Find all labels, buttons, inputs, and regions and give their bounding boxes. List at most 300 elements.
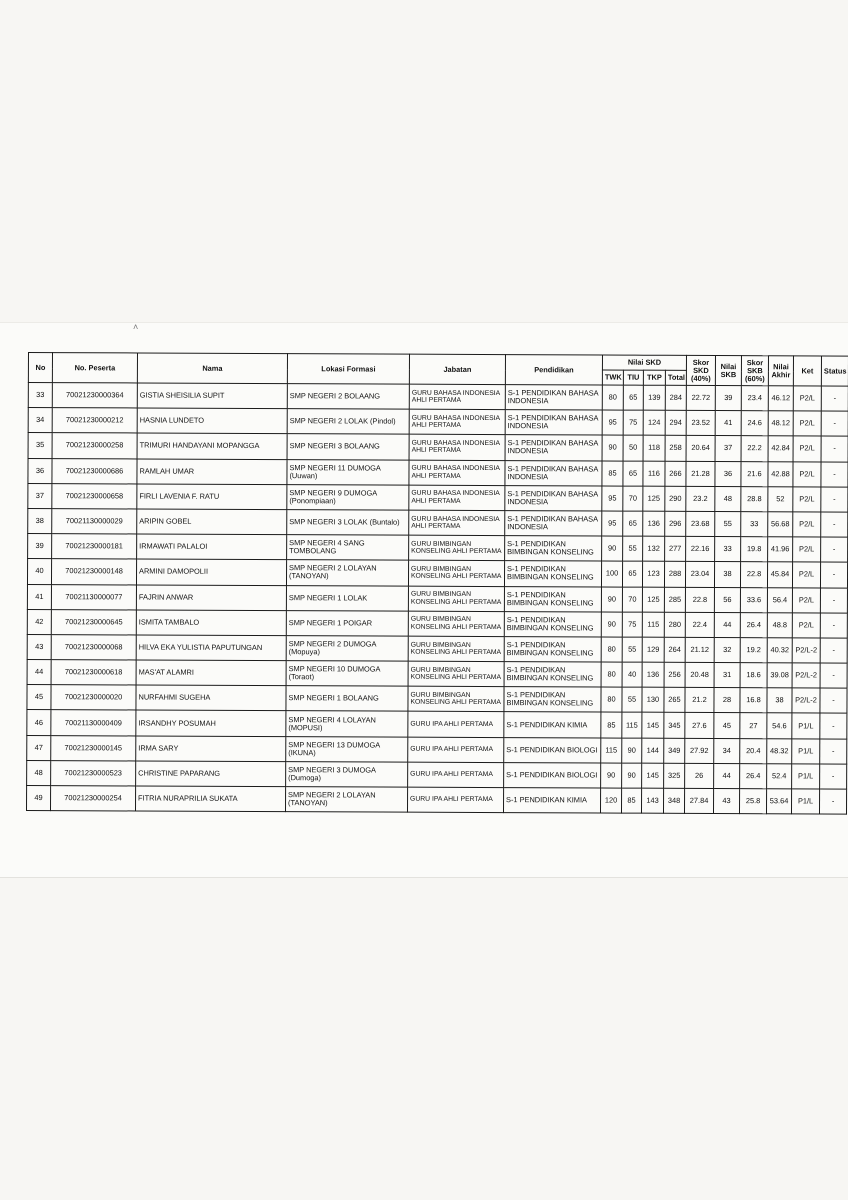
cell-tkp: 136 (643, 511, 665, 536)
cell-jabatan: GURU BIMBINGAN KONSELING AHLI PERTAMA (408, 560, 504, 586)
cell-lokasi: SMP NEGERI 2 LOLAYAN (TANOYAN) (285, 787, 407, 813)
cell-skor-skd: 22.4 (685, 612, 714, 637)
cell-no: 40 (27, 559, 51, 584)
cell-ket: P2/L (793, 461, 821, 486)
cell-ket: P2/L (792, 613, 820, 638)
cell-skor-skb: 26.4 (740, 763, 767, 788)
cell-pendidikan: S-1 PENDIDIKAN BAHASA INDONESIA (505, 385, 602, 411)
table-row (27, 760, 847, 789)
cell-lokasi: SMP NEGERI 13 DUMOGA (IKUNA) (286, 736, 408, 762)
cell-total: 264 (664, 637, 685, 662)
cell-lokasi: SMP NEGERI 2 LOLAYAN (TANOYAN) (286, 560, 408, 586)
cell-tiu: 55 (623, 536, 643, 561)
cell-nilai-akhir: 56.4 (767, 587, 792, 612)
cell-skor-skb: 27 (740, 713, 767, 738)
cell-nilai-akhir: 42.88 (768, 461, 793, 486)
cell-peserta: 70021230000618 (51, 660, 136, 686)
cell-skor-skd: 26 (685, 763, 714, 788)
col-total: Total (665, 370, 686, 385)
cell-total: 265 (664, 688, 685, 713)
cell-nama: ARIPIN GOBEL (137, 509, 287, 535)
cell-nilai-akhir: 42.84 (768, 436, 793, 461)
col-jabatan: Jabatan (409, 354, 505, 384)
cell-skor-skd: 20.48 (685, 662, 714, 687)
cell-skor-skd: 23.52 (686, 411, 715, 436)
cell-status: - (820, 562, 847, 587)
table-row (26, 785, 846, 814)
cell-nilai-skb: 32 (714, 637, 740, 662)
cell-nilai-akhir: 39.08 (767, 663, 792, 688)
col-peserta: No. Peserta (52, 353, 137, 383)
cell-tkp: 143 (641, 788, 663, 813)
cell-nilai-akhir: 53.64 (767, 789, 792, 814)
cell-nama: HASNIA LUNDETO (137, 408, 287, 434)
cell-twk: 120 (600, 788, 621, 813)
table-row (28, 383, 848, 412)
cell-no: 36 (28, 458, 52, 483)
cell-peserta: 70021230000145 (51, 735, 136, 761)
cell-nilai-skb: 44 (714, 612, 740, 637)
cell-no: 45 (27, 685, 51, 710)
cell-twk: 95 (602, 410, 623, 435)
cell-tkp: 144 (642, 738, 664, 763)
cell-pendidikan: S-1 PENDIDIKAN BAHASA INDONESIA (505, 511, 602, 537)
cell-no: 42 (27, 609, 51, 634)
cell-nilai-akhir: 52 (768, 486, 793, 511)
cell-lokasi: SMP NEGERI 9 DUMOGA (Ponompiaan) (287, 484, 409, 510)
cell-pendidikan: S-1 PENDIDIKAN BIOLOGI (504, 762, 601, 788)
results-table (26, 352, 848, 815)
cell-no: 49 (26, 785, 50, 810)
cell-skor-skb: 33.6 (740, 587, 767, 612)
cell-tkp: 132 (643, 536, 665, 561)
cell-ket: P2/L (793, 537, 821, 562)
cell-tkp: 118 (643, 436, 665, 461)
cell-tkp: 116 (643, 461, 665, 486)
cell-lokasi: SMP NEGERI 3 DUMOGA (Dumoga) (286, 761, 408, 787)
cell-tiu: 65 (622, 561, 642, 586)
cell-twk: 90 (601, 612, 622, 637)
cell-peserta: 70021230000148 (51, 559, 136, 585)
cell-peserta: 70021230000258 (52, 433, 137, 459)
cell-peserta: 70021230000020 (51, 685, 136, 711)
cell-nama: NURFAHMI SUGEHA (136, 685, 286, 711)
cell-skor-skd: 22.72 (686, 385, 715, 410)
cell-total: 258 (665, 436, 686, 461)
cell-tiu: 50 (623, 435, 643, 460)
cell-lokasi: SMP NEGERI 10 DUMOGA (Toraot) (286, 661, 408, 687)
cell-status: - (820, 688, 847, 713)
scan-mark: ˄ (133, 322, 139, 332)
table-body (26, 383, 848, 815)
cell-jabatan: GURU IPA AHLI PERTAMA (408, 737, 504, 763)
cell-status: - (820, 713, 847, 738)
cell-jabatan: GURU BIMBINGAN KONSELING AHLI PERTAMA (409, 535, 505, 561)
cell-pendidikan: S-1 PENDIDIKAN BIMBINGAN KONSELING (504, 662, 601, 688)
table-row (27, 559, 847, 588)
cell-ket: P2/L (793, 386, 821, 411)
cell-pendidikan: S-1 PENDIDIKAN BAHASA INDONESIA (505, 410, 602, 436)
cell-tiu: 65 (623, 385, 643, 410)
cell-nilai-akhir: 38 (767, 688, 792, 713)
cell-total: 345 (664, 713, 685, 738)
cell-nilai-skb: 37 (715, 436, 741, 461)
cell-tiu: 90 (622, 763, 642, 788)
cell-total: 285 (664, 587, 685, 612)
cell-twk: 90 (602, 536, 623, 561)
cell-nilai-skb: 28 (714, 688, 740, 713)
cell-status: - (821, 487, 848, 512)
cell-total: 290 (665, 486, 686, 511)
cell-jabatan: GURU IPA AHLI PERTAMA (408, 762, 504, 788)
cell-tiu: 55 (622, 687, 642, 712)
cell-status: - (820, 739, 847, 764)
cell-lokasi: SMP NEGERI 2 LOLAK (Pindol) (287, 409, 409, 435)
cell-skor-skb: 16.8 (740, 688, 767, 713)
cell-ket: P2/L (792, 562, 820, 587)
table-row (27, 584, 847, 613)
cell-status: - (820, 764, 847, 789)
cell-skor-skd: 21.12 (685, 637, 714, 662)
cell-no: 46 (27, 710, 51, 735)
cell-nilai-skb: 45 (714, 713, 740, 738)
cell-total: 325 (664, 763, 685, 788)
cell-total: 296 (665, 511, 686, 536)
cell-total: 349 (664, 738, 685, 763)
table-row (28, 534, 848, 563)
cell-jabatan: GURU IPA AHLI PERTAMA (408, 712, 504, 738)
cell-nilai-akhir: 40.32 (767, 638, 792, 663)
cell-peserta: 70021230000523 (51, 760, 136, 786)
cell-peserta: 70021130000409 (51, 710, 136, 736)
cell-no: 38 (28, 508, 52, 533)
cell-skor-skb: 28.8 (741, 486, 768, 511)
cell-ket: P1/L (792, 738, 820, 763)
table-row (27, 609, 847, 638)
cell-total: 294 (665, 410, 686, 435)
cell-twk: 90 (602, 435, 623, 460)
table-row (27, 634, 847, 663)
cell-tkp: 136 (642, 662, 664, 687)
cell-nilai-skb: 34 (714, 738, 740, 763)
cell-pendidikan: S-1 PENDIDIKAN BAHASA INDONESIA (505, 460, 602, 486)
cell-status: - (820, 587, 847, 612)
cell-total: 277 (665, 536, 686, 561)
cell-skor-skb: 19.8 (741, 537, 768, 562)
table-row (28, 508, 848, 537)
cell-pendidikan: S-1 PENDIDIKAN BIMBINGAN KONSELING (504, 586, 601, 612)
col-tkp: TKP (643, 370, 665, 385)
cell-nama: RAMLAH UMAR (137, 459, 287, 485)
cell-nama: IRMAWATI PALALOI (137, 534, 287, 560)
cell-nama: IRSANDHY POSUMAH (136, 710, 286, 736)
table-row (27, 660, 847, 689)
table-row (28, 458, 848, 487)
cell-tkp: 125 (642, 587, 664, 612)
cell-tkp: 139 (643, 385, 665, 410)
cell-nilai-akhir: 41.96 (768, 537, 793, 562)
cell-jabatan: GURU BAHASA INDONESIA AHLI PERTAMA (409, 510, 505, 536)
cell-twk: 80 (602, 385, 623, 410)
cell-no: 41 (27, 584, 51, 609)
col-lokasi: Lokasi Formasi (287, 354, 409, 385)
cell-pendidikan: S-1 PENDIDIKAN BIMBINGAN KONSELING (504, 636, 601, 662)
cell-ket: P1/L (792, 764, 820, 789)
cell-status: - (820, 613, 847, 638)
cell-no: 47 (27, 735, 51, 760)
cell-jabatan: GURU BAHASA INDONESIA AHLI PERTAMA (409, 485, 505, 511)
cell-nilai-akhir: 48.12 (768, 411, 793, 436)
cell-twk: 85 (601, 712, 622, 737)
cell-nama: TRIMURI HANDAYANI MOPANGGA (137, 433, 287, 459)
cell-nilai-akhir: 48.32 (767, 738, 792, 763)
cell-nilai-skb: 36 (715, 461, 741, 486)
cell-jabatan: GURU BIMBINGAN KONSELING AHLI PERTAMA (408, 686, 504, 712)
cell-tiu: 75 (622, 612, 642, 637)
table-row (28, 408, 848, 437)
cell-nama: GISTIA SHEISILIA SUPIT (137, 383, 287, 409)
cell-skor-skb: 24.6 (741, 411, 768, 436)
cell-nilai-akhir: 48.8 (767, 612, 792, 637)
col-nilai-skd: Nilai SKD (602, 355, 686, 370)
cell-total: 288 (664, 562, 685, 587)
cell-tiu: 115 (622, 713, 642, 738)
cell-skor-skd: 27.92 (685, 738, 714, 763)
cell-twk: 95 (602, 511, 623, 536)
table-row (27, 685, 847, 714)
cell-jabatan: GURU BAHASA INDONESIA AHLI PERTAMA (409, 460, 505, 486)
cell-lokasi: SMP NEGERI 4 SANG TOMBOLANG (287, 535, 409, 561)
cell-lokasi: SMP NEGERI 1 POIGAR (286, 610, 408, 636)
cell-ket: P2/L (793, 487, 821, 512)
cell-no: 43 (27, 634, 51, 659)
cell-tiu: 65 (623, 511, 643, 536)
cell-tiu: 75 (623, 410, 643, 435)
cell-skor-skb: 20.4 (740, 738, 767, 763)
cell-tiu: 70 (623, 486, 643, 511)
cell-jabatan: GURU BIMBINGAN KONSELING AHLI PERTAMA (408, 636, 504, 662)
table-row (28, 483, 848, 512)
col-no: No (28, 353, 52, 383)
cell-nilai-akhir: 52.4 (767, 764, 792, 789)
cell-pendidikan: S-1 PENDIDIKAN BIMBINGAN KONSELING (504, 561, 601, 587)
cell-peserta: 70021230000658 (52, 483, 137, 509)
cell-skor-skd: 23.2 (686, 486, 715, 511)
cell-ket: P1/L (792, 789, 820, 814)
cell-nilai-skb: 48 (715, 486, 741, 511)
cell-pendidikan: S-1 PENDIDIKAN BAHASA INDONESIA (505, 435, 602, 461)
cell-nilai-skb: 38 (714, 562, 740, 587)
cell-skor-skd: 27.6 (685, 713, 714, 738)
cell-tiu: 65 (623, 461, 643, 486)
cell-nilai-skb: 41 (715, 411, 741, 436)
cell-tiu: 40 (622, 662, 642, 687)
cell-skor-skb: 26.4 (740, 612, 767, 637)
col-skor-skb: Skor SKB (60%) (741, 356, 768, 386)
cell-no: 39 (28, 534, 52, 559)
col-tiu: TIU (623, 370, 643, 385)
cell-nama: ISMITA TAMBALO (136, 610, 286, 636)
cell-nilai-skb: 39 (715, 385, 741, 410)
cell-nilai-skb: 44 (714, 763, 740, 788)
cell-ket: P2/L (793, 436, 821, 461)
col-ket: Ket (793, 356, 821, 386)
cell-nilai-skb: 56 (714, 587, 740, 612)
cell-pendidikan: S-1 PENDIDIKAN BAHASA INDONESIA (505, 485, 602, 511)
cell-lokasi: SMP NEGERI 2 BOLAANG (287, 384, 409, 410)
cell-nilai-akhir: 56.68 (768, 512, 793, 537)
cell-jabatan: GURU BAHASA INDONESIA AHLI PERTAMA (409, 384, 505, 410)
cell-skor-skd: 21.2 (685, 688, 714, 713)
cell-skor-skb: 25.8 (740, 789, 767, 814)
cell-lokasi: SMP NEGERI 3 LOLAK (Buntalo) (287, 510, 409, 536)
cell-nama: FITRIA NURAPRILIA SUKATA (135, 786, 285, 812)
cell-peserta: 70021130000029 (52, 509, 137, 535)
cell-pendidikan: S-1 PENDIDIKAN BIMBINGAN KONSELING (505, 536, 602, 562)
cell-tiu: 70 (622, 587, 642, 612)
cell-nilai-skb: 43 (714, 788, 740, 813)
cell-total: 266 (665, 461, 686, 486)
cell-tkp: 125 (643, 486, 665, 511)
cell-twk: 85 (602, 461, 623, 486)
cell-ket: P2/L-2 (792, 638, 820, 663)
cell-tkp: 145 (642, 713, 664, 738)
header-row (28, 353, 848, 372)
cell-pendidikan: S-1 PENDIDIKAN KIMIA (504, 712, 601, 738)
cell-nama: ARMINI DAMOPOLII (136, 559, 286, 585)
cell-lokasi: SMP NEGERI 11 DUMOGA (Uuwan) (287, 459, 409, 485)
cell-total: 280 (664, 612, 685, 637)
cell-skor-skd: 20.64 (686, 436, 715, 461)
col-nama: Nama (137, 353, 287, 384)
table-row (27, 735, 847, 764)
cell-status: - (820, 789, 847, 814)
cell-skor-skd: 22.16 (686, 536, 715, 561)
cell-nilai-skb: 31 (714, 663, 740, 688)
cell-skor-skb: 22.2 (741, 436, 768, 461)
cell-tkp: 130 (642, 687, 664, 712)
cell-pendidikan: S-1 PENDIDIKAN KIMIA (503, 788, 600, 814)
table-row (27, 710, 847, 739)
cell-twk: 95 (602, 486, 623, 511)
cell-ket: P2/L (793, 411, 821, 436)
cell-status: - (821, 537, 848, 562)
cell-no: 37 (28, 483, 52, 508)
cell-nama: HILVA EKA YULISTIA PAPUTUNGAN (136, 635, 286, 661)
cell-nama: IRMA SARY (136, 736, 286, 762)
cell-status: - (821, 386, 848, 411)
cell-ket: P2/L (792, 587, 820, 612)
cell-no: 34 (28, 408, 52, 433)
col-twk: TWK (602, 370, 623, 385)
cell-lokasi: SMP NEGERI 1 BOLAANG (286, 686, 408, 712)
col-nilai-akhir: Nilai Akhir (768, 356, 793, 386)
cell-nilai-akhir: 45.84 (767, 562, 792, 587)
cell-total: 348 (663, 788, 684, 813)
cell-twk: 90 (601, 587, 622, 612)
cell-tiu: 90 (622, 738, 642, 763)
col-nilai-skb: Nilai SKB (715, 355, 741, 385)
cell-skor-skb: 21.6 (741, 461, 768, 486)
cell-jabatan: GURU BIMBINGAN KONSELING AHLI PERTAMA (408, 586, 504, 612)
cell-tiu: 55 (622, 637, 642, 662)
cell-total: 256 (664, 662, 685, 687)
cell-nama: MAS'AT ALAMRI (136, 660, 286, 686)
cell-jabatan: GURU BAHASA INDONESIA AHLI PERTAMA (409, 409, 505, 435)
cell-pendidikan: S-1 PENDIDIKAN BIMBINGAN KONSELING (504, 687, 601, 713)
col-pendidikan: Pendidikan (505, 355, 602, 385)
cell-twk: 80 (601, 687, 622, 712)
cell-skor-skd: 23.68 (686, 511, 715, 536)
cell-jabatan: GURU BIMBINGAN KONSELING AHLI PERTAMA (408, 661, 504, 687)
cell-pendidikan: S-1 PENDIDIKAN BIMBINGAN KONSELING (504, 611, 601, 637)
col-skor-skd: Skor SKD (40%) (686, 355, 715, 385)
cell-status: - (821, 512, 848, 537)
cell-skor-skd: 21.28 (686, 461, 715, 486)
cell-tkp: 124 (643, 410, 665, 435)
cell-total: 284 (665, 385, 686, 410)
cell-skor-skb: 19.2 (740, 637, 767, 662)
cell-tkp: 145 (642, 763, 664, 788)
cell-tkp: 123 (642, 561, 664, 586)
cell-nilai-akhir: 54.6 (767, 713, 792, 738)
cell-no: 33 (28, 383, 52, 408)
cell-peserta: 70021230000686 (52, 458, 137, 484)
cell-twk: 80 (601, 637, 622, 662)
cell-status: - (821, 462, 848, 487)
cell-jabatan: GURU IPA AHLI PERTAMA (407, 787, 503, 813)
cell-status: - (821, 411, 848, 436)
cell-status: - (820, 663, 847, 688)
cell-ket: P2/L-2 (792, 688, 820, 713)
cell-ket: P2/L (793, 512, 821, 537)
cell-status: - (820, 638, 847, 663)
cell-twk: 80 (601, 662, 622, 687)
cell-nilai-skb: 33 (715, 537, 741, 562)
cell-skor-skd: 27.84 (685, 788, 714, 813)
cell-tiu: 85 (621, 788, 641, 813)
table-row (28, 433, 848, 462)
cell-lokasi: SMP NEGERI 4 LOLAYAN (MOPUSI) (286, 711, 408, 737)
cell-tkp: 115 (642, 612, 664, 637)
cell-lokasi: SMP NEGERI 2 DUMOGA (Mopuya) (286, 636, 408, 662)
cell-nama: CHRISTINE PAPARANG (136, 761, 286, 787)
cell-no: 44 (27, 660, 51, 685)
cell-peserta: 70021230000645 (51, 609, 136, 635)
cell-peserta: 70021230000068 (51, 634, 136, 660)
cell-peserta: 70021230000212 (52, 408, 137, 434)
cell-peserta: 70021130000077 (51, 584, 136, 610)
cell-peserta: 70021230000181 (52, 534, 137, 560)
cell-skor-skb: 22.8 (740, 562, 767, 587)
cell-skor-skd: 22.8 (685, 587, 714, 612)
cell-peserta: 70021230000364 (52, 383, 137, 409)
cell-peserta: 70021230000254 (50, 786, 135, 812)
cell-pendidikan: S-1 PENDIDIKAN BIOLOGI (504, 737, 601, 763)
cell-tkp: 129 (642, 637, 664, 662)
cell-status: - (821, 436, 848, 461)
cell-skor-skb: 18.6 (740, 663, 767, 688)
cell-nilai-akhir: 46.12 (768, 386, 793, 411)
cell-twk: 90 (601, 763, 622, 788)
cell-no: 48 (27, 760, 51, 785)
cell-twk: 100 (601, 561, 622, 586)
cell-ket: P1/L (792, 713, 820, 738)
cell-ket: P2/L-2 (792, 663, 820, 688)
cell-lokasi: SMP NEGERI 3 BOLAANG (287, 434, 409, 460)
cell-jabatan: GURU BIMBINGAN KONSELING AHLI PERTAMA (408, 611, 504, 637)
cell-no: 35 (28, 433, 52, 458)
